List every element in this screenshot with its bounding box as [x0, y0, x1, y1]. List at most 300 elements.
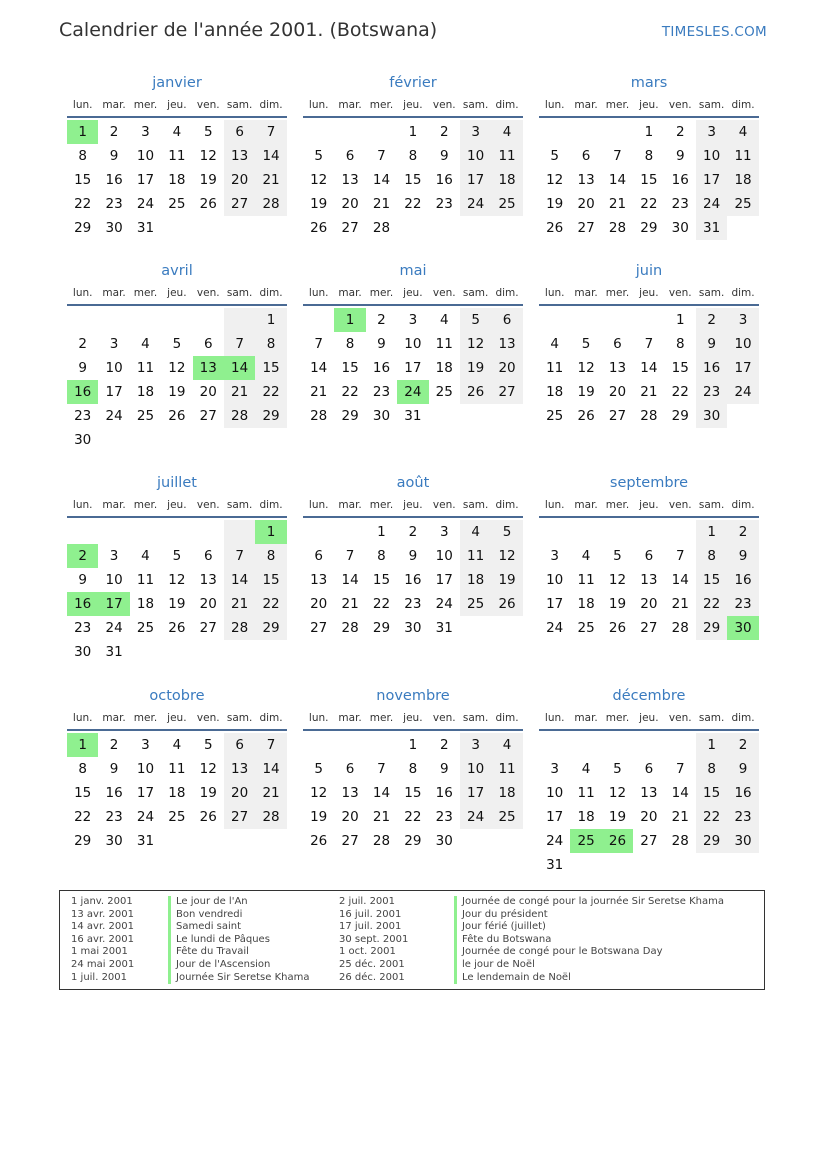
day-cell: 17: [460, 781, 491, 805]
day-cell: 28: [255, 805, 286, 829]
day-cell: 31: [404, 408, 422, 424]
day-cell: 18: [546, 384, 564, 400]
day-cell: 6: [224, 733, 255, 757]
day-cell: 19: [491, 568, 522, 592]
month-name: juillet: [157, 475, 197, 491]
weekday-label: mar.: [102, 99, 126, 111]
day-cell: 26: [310, 833, 328, 849]
day-cell: 10: [546, 572, 564, 588]
day-cell: 27: [341, 220, 359, 236]
day-cell: 23: [372, 384, 391, 400]
weekday-label: lun.: [72, 712, 93, 724]
day-cell: 15: [404, 172, 422, 188]
day-cell: 23: [671, 196, 689, 212]
day-cell: 16: [671, 172, 689, 188]
day-cell: 17: [546, 596, 564, 612]
day-cell: 9: [727, 544, 758, 568]
day-cell: 16: [727, 781, 758, 805]
weekday-label: ven.: [668, 712, 692, 724]
day-cell: 19: [310, 196, 328, 212]
day-cell: 11: [491, 757, 522, 781]
day-cell: 6: [644, 761, 654, 777]
empty-cell: [130, 520, 161, 544]
day-cell: 7: [345, 548, 355, 564]
day-cell: 19: [608, 596, 627, 612]
empty-cell: [570, 308, 601, 332]
day-cell: 13: [224, 757, 255, 781]
day-cell: 1: [408, 124, 418, 140]
weekday-label: lun.: [308, 287, 329, 299]
day-cell: 2: [727, 733, 758, 757]
weekday-label: jeu.: [403, 287, 423, 299]
day-cell: 7: [255, 733, 286, 757]
legend-holiday-name: Le lundi de Pâques: [168, 934, 309, 947]
weekday-label: mar.: [574, 499, 598, 511]
day-cell: 10: [460, 144, 491, 168]
day-cell: 2: [439, 124, 449, 140]
empty-cell: [303, 308, 334, 332]
empty-cell: [224, 520, 255, 544]
holiday-day-cell: 17: [98, 592, 129, 616]
weekday-label: ven.: [196, 99, 220, 111]
legend-date: 30 sept. 2001: [339, 933, 409, 945]
day-cell: 22: [696, 805, 727, 829]
day-cell: 26: [608, 620, 627, 636]
month-name: mars: [630, 75, 668, 91]
weekday-label: mar.: [574, 712, 598, 724]
day-cell: 23: [435, 196, 453, 212]
holiday-day-cell: 26: [602, 829, 633, 853]
day-cell: 26: [199, 196, 217, 212]
day-cell: 18: [577, 596, 595, 612]
empty-cell: [334, 120, 365, 144]
weekday-header: [539, 494, 759, 518]
legend-holiday-name: Fête du Botswana: [454, 934, 724, 947]
day-cell: 19: [168, 596, 186, 612]
day-cell: 10: [727, 332, 758, 356]
day-cell: 15: [74, 172, 92, 188]
legend-holiday-name: Le lendemain de Noël: [454, 972, 724, 985]
weekday-label: lun.: [72, 99, 93, 111]
weekday-label: dim.: [259, 499, 283, 511]
day-cell: 6: [203, 336, 213, 352]
day-cell: 2: [439, 737, 449, 753]
empty-cell: [539, 733, 570, 757]
day-cell: 21: [255, 781, 286, 805]
day-cell: 8: [345, 336, 355, 352]
day-cell: 29: [255, 404, 286, 428]
day-cell: 22: [696, 592, 727, 616]
weekday-label: jeu.: [167, 499, 187, 511]
weekday-header: [67, 94, 287, 118]
weekday-label: mer.: [133, 499, 158, 511]
holiday-day-cell: 16: [67, 592, 98, 616]
day-cell: 25: [168, 809, 186, 825]
legend-holiday-name: Jour du président: [454, 909, 724, 922]
day-cell: 6: [224, 120, 255, 144]
weekday-label: lun.: [544, 499, 565, 511]
day-cell: 22: [255, 592, 286, 616]
day-cell: 13: [341, 172, 359, 188]
day-cell: 30: [105, 833, 123, 849]
day-cell: 18: [168, 172, 186, 188]
day-cell: 6: [613, 336, 622, 352]
day-cell: 8: [408, 761, 418, 777]
weekday-label: jeu.: [639, 499, 659, 511]
day-cell: 12: [608, 572, 627, 588]
empty-cell: [303, 520, 334, 544]
weekday-label: mar.: [574, 287, 598, 299]
weekday-label: mer.: [605, 712, 630, 724]
day-cell: 18: [435, 360, 453, 376]
day-grid: [303, 120, 523, 240]
day-cell: 12: [577, 360, 595, 376]
day-cell: 14: [372, 785, 391, 801]
day-cell: 27: [640, 833, 658, 849]
legend-date: 16 avr. 2001: [71, 933, 134, 945]
legend-date: 17 juil. 2001: [339, 921, 402, 933]
month-name: avril: [161, 263, 193, 279]
weekday-label: mar.: [338, 287, 362, 299]
weekday-header: [303, 707, 523, 731]
month-name: décembre: [612, 688, 686, 704]
day-cell: 26: [460, 380, 491, 404]
weekday-label: sam.: [462, 99, 489, 111]
day-cell: 14: [640, 360, 658, 376]
day-cell: 17: [696, 168, 727, 192]
day-cell: 19: [608, 809, 627, 825]
day-cell: 24: [696, 192, 727, 216]
day-cell: 4: [172, 124, 182, 140]
day-cell: 18: [460, 568, 491, 592]
holiday-day-cell: 1: [67, 120, 98, 144]
day-cell: 15: [404, 785, 422, 801]
day-cell: 2: [408, 524, 418, 540]
day-cell: 12: [608, 785, 627, 801]
day-cell: 11: [435, 336, 453, 352]
day-cell: 28: [608, 220, 627, 236]
day-cell: 10: [546, 785, 564, 801]
day-cell: 5: [203, 124, 213, 140]
weekday-label: sam.: [462, 499, 489, 511]
day-cell: 21: [671, 809, 689, 825]
day-cell: 25: [491, 805, 522, 829]
month-name: octobre: [149, 688, 205, 704]
day-cell: 4: [727, 120, 758, 144]
day-cell: 8: [696, 757, 727, 781]
day-cell: 20: [341, 809, 359, 825]
day-cell: 20: [640, 596, 658, 612]
day-cell: 31: [546, 857, 564, 873]
weekday-label: lun.: [308, 712, 329, 724]
day-cell: 30: [105, 220, 123, 236]
day-cell: 3: [550, 548, 559, 564]
day-cell: 11: [491, 144, 522, 168]
weekday-label: mer.: [369, 287, 394, 299]
weekday-label: ven.: [196, 499, 220, 511]
day-cell: 27: [341, 833, 359, 849]
day-cell: 1: [644, 124, 654, 140]
day-cell: 12: [168, 572, 186, 588]
holiday-day-cell: 30: [727, 616, 758, 640]
weekday-label: ven.: [432, 499, 456, 511]
day-cell: 25: [435, 384, 453, 400]
empty-cell: [539, 308, 570, 332]
day-cell: 20: [577, 196, 595, 212]
day-cell: 13: [608, 360, 627, 376]
legend-date: 16 juil. 2001: [339, 908, 402, 920]
legend-date: 14 avr. 2001: [71, 921, 134, 933]
empty-cell: [602, 308, 633, 332]
day-cell: 24: [460, 192, 491, 216]
empty-cell: [665, 520, 696, 544]
day-cell: 16: [696, 356, 727, 380]
day-cell: 9: [78, 360, 87, 376]
legend-holiday-name: Samedi saint: [168, 921, 309, 934]
day-cell: 31: [136, 220, 155, 236]
weekday-label: sam.: [226, 287, 253, 299]
day-cell: 2: [675, 124, 685, 140]
empty-cell: [161, 308, 192, 332]
day-cell: 11: [136, 360, 155, 376]
day-cell: 19: [460, 356, 491, 380]
weekday-label: lun.: [544, 712, 565, 724]
day-cell: 16: [105, 172, 123, 188]
day-cell: 28: [372, 833, 391, 849]
day-cell: 3: [439, 524, 449, 540]
weekday-header: [67, 282, 287, 306]
day-cell: 7: [314, 336, 323, 352]
empty-cell: [161, 520, 192, 544]
weekday-label: sam.: [698, 712, 725, 724]
day-cell: 28: [671, 620, 689, 636]
day-cell: 13: [341, 785, 359, 801]
day-cell: 20: [199, 384, 217, 400]
day-cell: 29: [255, 616, 286, 640]
legend-holiday-name: le jour de Noël: [454, 959, 724, 972]
day-cell: 19: [168, 384, 186, 400]
day-cell: 6: [581, 148, 591, 164]
weekday-label: lun.: [72, 499, 93, 511]
brand-link[interactable]: TIMESLES.COM: [661, 24, 767, 40]
day-cell: 9: [696, 332, 727, 356]
day-cell: 19: [577, 384, 595, 400]
day-cell: 31: [136, 833, 155, 849]
month-name: juin: [635, 263, 663, 279]
holiday-day-cell: 1: [334, 308, 365, 332]
day-cell: 17: [546, 809, 564, 825]
day-cell: 7: [675, 761, 685, 777]
weekday-label: sam.: [462, 712, 489, 724]
day-cell: 30: [696, 404, 727, 428]
day-cell: 18: [727, 168, 758, 192]
weekday-label: dim.: [731, 499, 755, 511]
day-cell: 26: [168, 408, 186, 424]
day-cell: 21: [341, 596, 359, 612]
day-cell: 5: [550, 148, 559, 164]
day-cell: 25: [136, 408, 155, 424]
weekday-label: sam.: [462, 287, 489, 299]
day-grid: [67, 308, 287, 452]
day-cell: 8: [255, 332, 286, 356]
day-cell: 17: [435, 572, 453, 588]
day-cell: 19: [199, 172, 217, 188]
day-cell: 24: [435, 596, 453, 612]
day-cell: 4: [550, 336, 559, 352]
legend-holiday-name: Journée de congé pour le Botswana Day: [454, 946, 724, 959]
day-cell: 3: [109, 548, 119, 564]
day-cell: 19: [310, 809, 328, 825]
day-cell: 6: [491, 308, 522, 332]
day-cell: 3: [460, 733, 491, 757]
day-cell: 29: [640, 220, 658, 236]
day-cell: 3: [460, 120, 491, 144]
legend-date: 1 oct. 2001: [339, 946, 396, 958]
day-cell: 29: [74, 220, 92, 236]
empty-cell: [602, 733, 633, 757]
day-cell: 28: [255, 192, 286, 216]
day-cell: 7: [255, 120, 286, 144]
day-cell: 23: [435, 809, 453, 825]
day-cell: 6: [644, 548, 654, 564]
day-cell: 18: [491, 168, 522, 192]
weekday-label: mer.: [133, 99, 158, 111]
day-cell: 8: [675, 336, 685, 352]
day-cell: 24: [105, 408, 123, 424]
empty-cell: [98, 520, 129, 544]
day-cell: 15: [696, 781, 727, 805]
page-title: Calendrier de l'année 2001. (Botswana): [59, 19, 438, 41]
day-cell: 16: [727, 568, 758, 592]
day-cell: 7: [377, 148, 386, 164]
weekday-label: sam.: [226, 99, 253, 111]
day-cell: 25: [168, 196, 186, 212]
day-cell: 14: [255, 144, 286, 168]
day-cell: 29: [341, 408, 359, 424]
day-cell: 25: [491, 192, 522, 216]
legend-date: 1 mai 2001: [71, 946, 128, 958]
day-cell: 27: [640, 620, 658, 636]
day-cell: 21: [224, 592, 255, 616]
day-cell: 21: [372, 196, 391, 212]
day-cell: 15: [696, 568, 727, 592]
weekday-label: jeu.: [639, 99, 659, 111]
day-cell: 11: [727, 144, 758, 168]
empty-cell: [67, 308, 98, 332]
day-cell: 24: [546, 833, 564, 849]
day-cell: 4: [581, 548, 591, 564]
day-cell: 13: [640, 785, 658, 801]
empty-cell: [366, 120, 397, 144]
day-cell: 17: [105, 384, 123, 400]
weekday-label: mar.: [338, 712, 362, 724]
day-cell: 7: [675, 548, 685, 564]
holiday-day-cell: 2: [67, 544, 98, 568]
day-cell: 5: [314, 148, 323, 164]
weekday-label: mer.: [133, 712, 158, 724]
day-cell: 28: [310, 408, 328, 424]
day-cell: 15: [255, 356, 286, 380]
day-cell: 2: [109, 124, 119, 140]
day-cell: 14: [671, 785, 689, 801]
day-cell: 7: [224, 544, 255, 568]
weekday-label: jeu.: [167, 712, 187, 724]
day-cell: 13: [577, 172, 595, 188]
month-6: [539, 260, 759, 428]
legend-date: 24 mai 2001: [71, 958, 135, 970]
day-cell: 22: [404, 809, 422, 825]
day-cell: 12: [168, 360, 186, 376]
day-cell: 13: [199, 572, 217, 588]
day-cell: 20: [199, 596, 217, 612]
day-cell: 23: [105, 809, 123, 825]
day-cell: 7: [224, 332, 255, 356]
day-cell: 29: [671, 408, 689, 424]
day-cell: 15: [671, 360, 689, 376]
day-cell: 9: [675, 148, 685, 164]
legend-date: 2 juil. 2001: [339, 896, 396, 907]
day-cell: 24: [546, 620, 564, 636]
day-cell: 30: [372, 408, 391, 424]
day-cell: 11: [168, 761, 186, 777]
day-cell: 11: [577, 572, 595, 588]
holiday-day-cell: 13: [193, 356, 224, 380]
day-cell: 12: [199, 761, 217, 777]
legend-date: 13 avr. 2001: [71, 908, 134, 920]
day-cell: 29: [74, 833, 92, 849]
empty-cell: [224, 308, 255, 332]
weekday-header: [539, 94, 759, 118]
day-cell: 5: [314, 761, 323, 777]
weekday-label: mer.: [605, 287, 630, 299]
day-cell: 21: [608, 196, 627, 212]
day-cell: 10: [435, 548, 453, 564]
day-cell: 31: [435, 620, 453, 636]
weekday-label: ven.: [668, 287, 692, 299]
day-cell: 29: [404, 833, 422, 849]
day-cell: 27: [310, 620, 328, 636]
day-cell: 12: [310, 172, 328, 188]
day-cell: 16: [372, 360, 391, 376]
day-cell: 13: [224, 144, 255, 168]
weekday-label: sam.: [698, 287, 725, 299]
empty-cell: [570, 120, 601, 144]
day-cell: 10: [460, 757, 491, 781]
day-cell: 18: [577, 809, 595, 825]
day-grid: [539, 120, 759, 240]
holiday-day-cell: 16: [67, 380, 98, 404]
day-cell: 26: [546, 220, 564, 236]
weekday-label: jeu.: [639, 287, 659, 299]
holiday-day-cell: 25: [570, 829, 601, 853]
day-cell: 3: [727, 308, 758, 332]
day-cell: 30: [74, 432, 92, 448]
empty-cell: [633, 733, 664, 757]
weekday-label: lun.: [72, 287, 93, 299]
day-cell: 25: [546, 408, 564, 424]
day-cell: 4: [141, 548, 150, 564]
empty-cell: [98, 308, 129, 332]
day-cell: 25: [136, 620, 155, 636]
weekday-label: dim.: [259, 99, 283, 111]
day-cell: 26: [168, 620, 186, 636]
weekday-header: [539, 707, 759, 731]
day-cell: 13: [310, 572, 328, 588]
day-cell: 3: [550, 761, 559, 777]
day-cell: 5: [172, 336, 182, 352]
weekday-header: [303, 94, 523, 118]
day-cell: 9: [109, 761, 119, 777]
